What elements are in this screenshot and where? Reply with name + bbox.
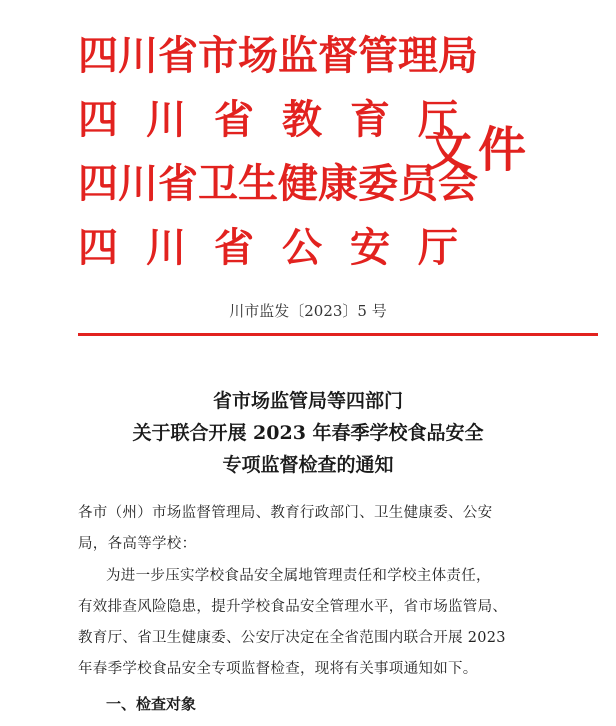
issuer-public-security: 四川省公安厅 <box>78 225 486 271</box>
title-line-3: 专项监督检查的通知 <box>222 454 394 476</box>
issuer-health: 四川省卫生健康委员会 <box>78 161 478 207</box>
issuer-education: 四川省教育厅 <box>78 97 486 143</box>
title-line-2: 关于联合开展 2023 年春季学校食品安全 <box>132 422 484 444</box>
issuer-market-regulation: 四川省市场监督管理局 <box>78 33 478 79</box>
section-heading-1: 一、检查对象 <box>106 695 197 713</box>
document-label: 文件 <box>424 122 533 178</box>
paragraph-line-1: 为进一步压实学校食品安全属地管理责任和学校主体责任， <box>106 568 491 584</box>
document-number: 川市监发〔2023〕5 号 <box>229 302 387 320</box>
addressee-line-1: 各市（州）市场监督管理局、教育行政部门、卫生健康委、公安 <box>78 505 493 521</box>
paragraph-line-2: 有效排查风险隐患，提升学校食品安全管理水平，省市场监管局、 <box>78 599 508 615</box>
paragraph-line-4: 年春季学校食品安全专项监督检查，现将有关事项通知如下。 <box>78 661 478 677</box>
addressee-line-2: 局，各高等学校： <box>78 536 197 552</box>
title-line-1: 省市场监管局等四部门 <box>212 390 403 412</box>
issuer-header <box>78 30 598 275</box>
red-divider <box>78 333 598 336</box>
paragraph-line-3: 教育厅、省卫生健康委、公安厅决定在全省范围内联合开展 2023 <box>78 630 506 646</box>
